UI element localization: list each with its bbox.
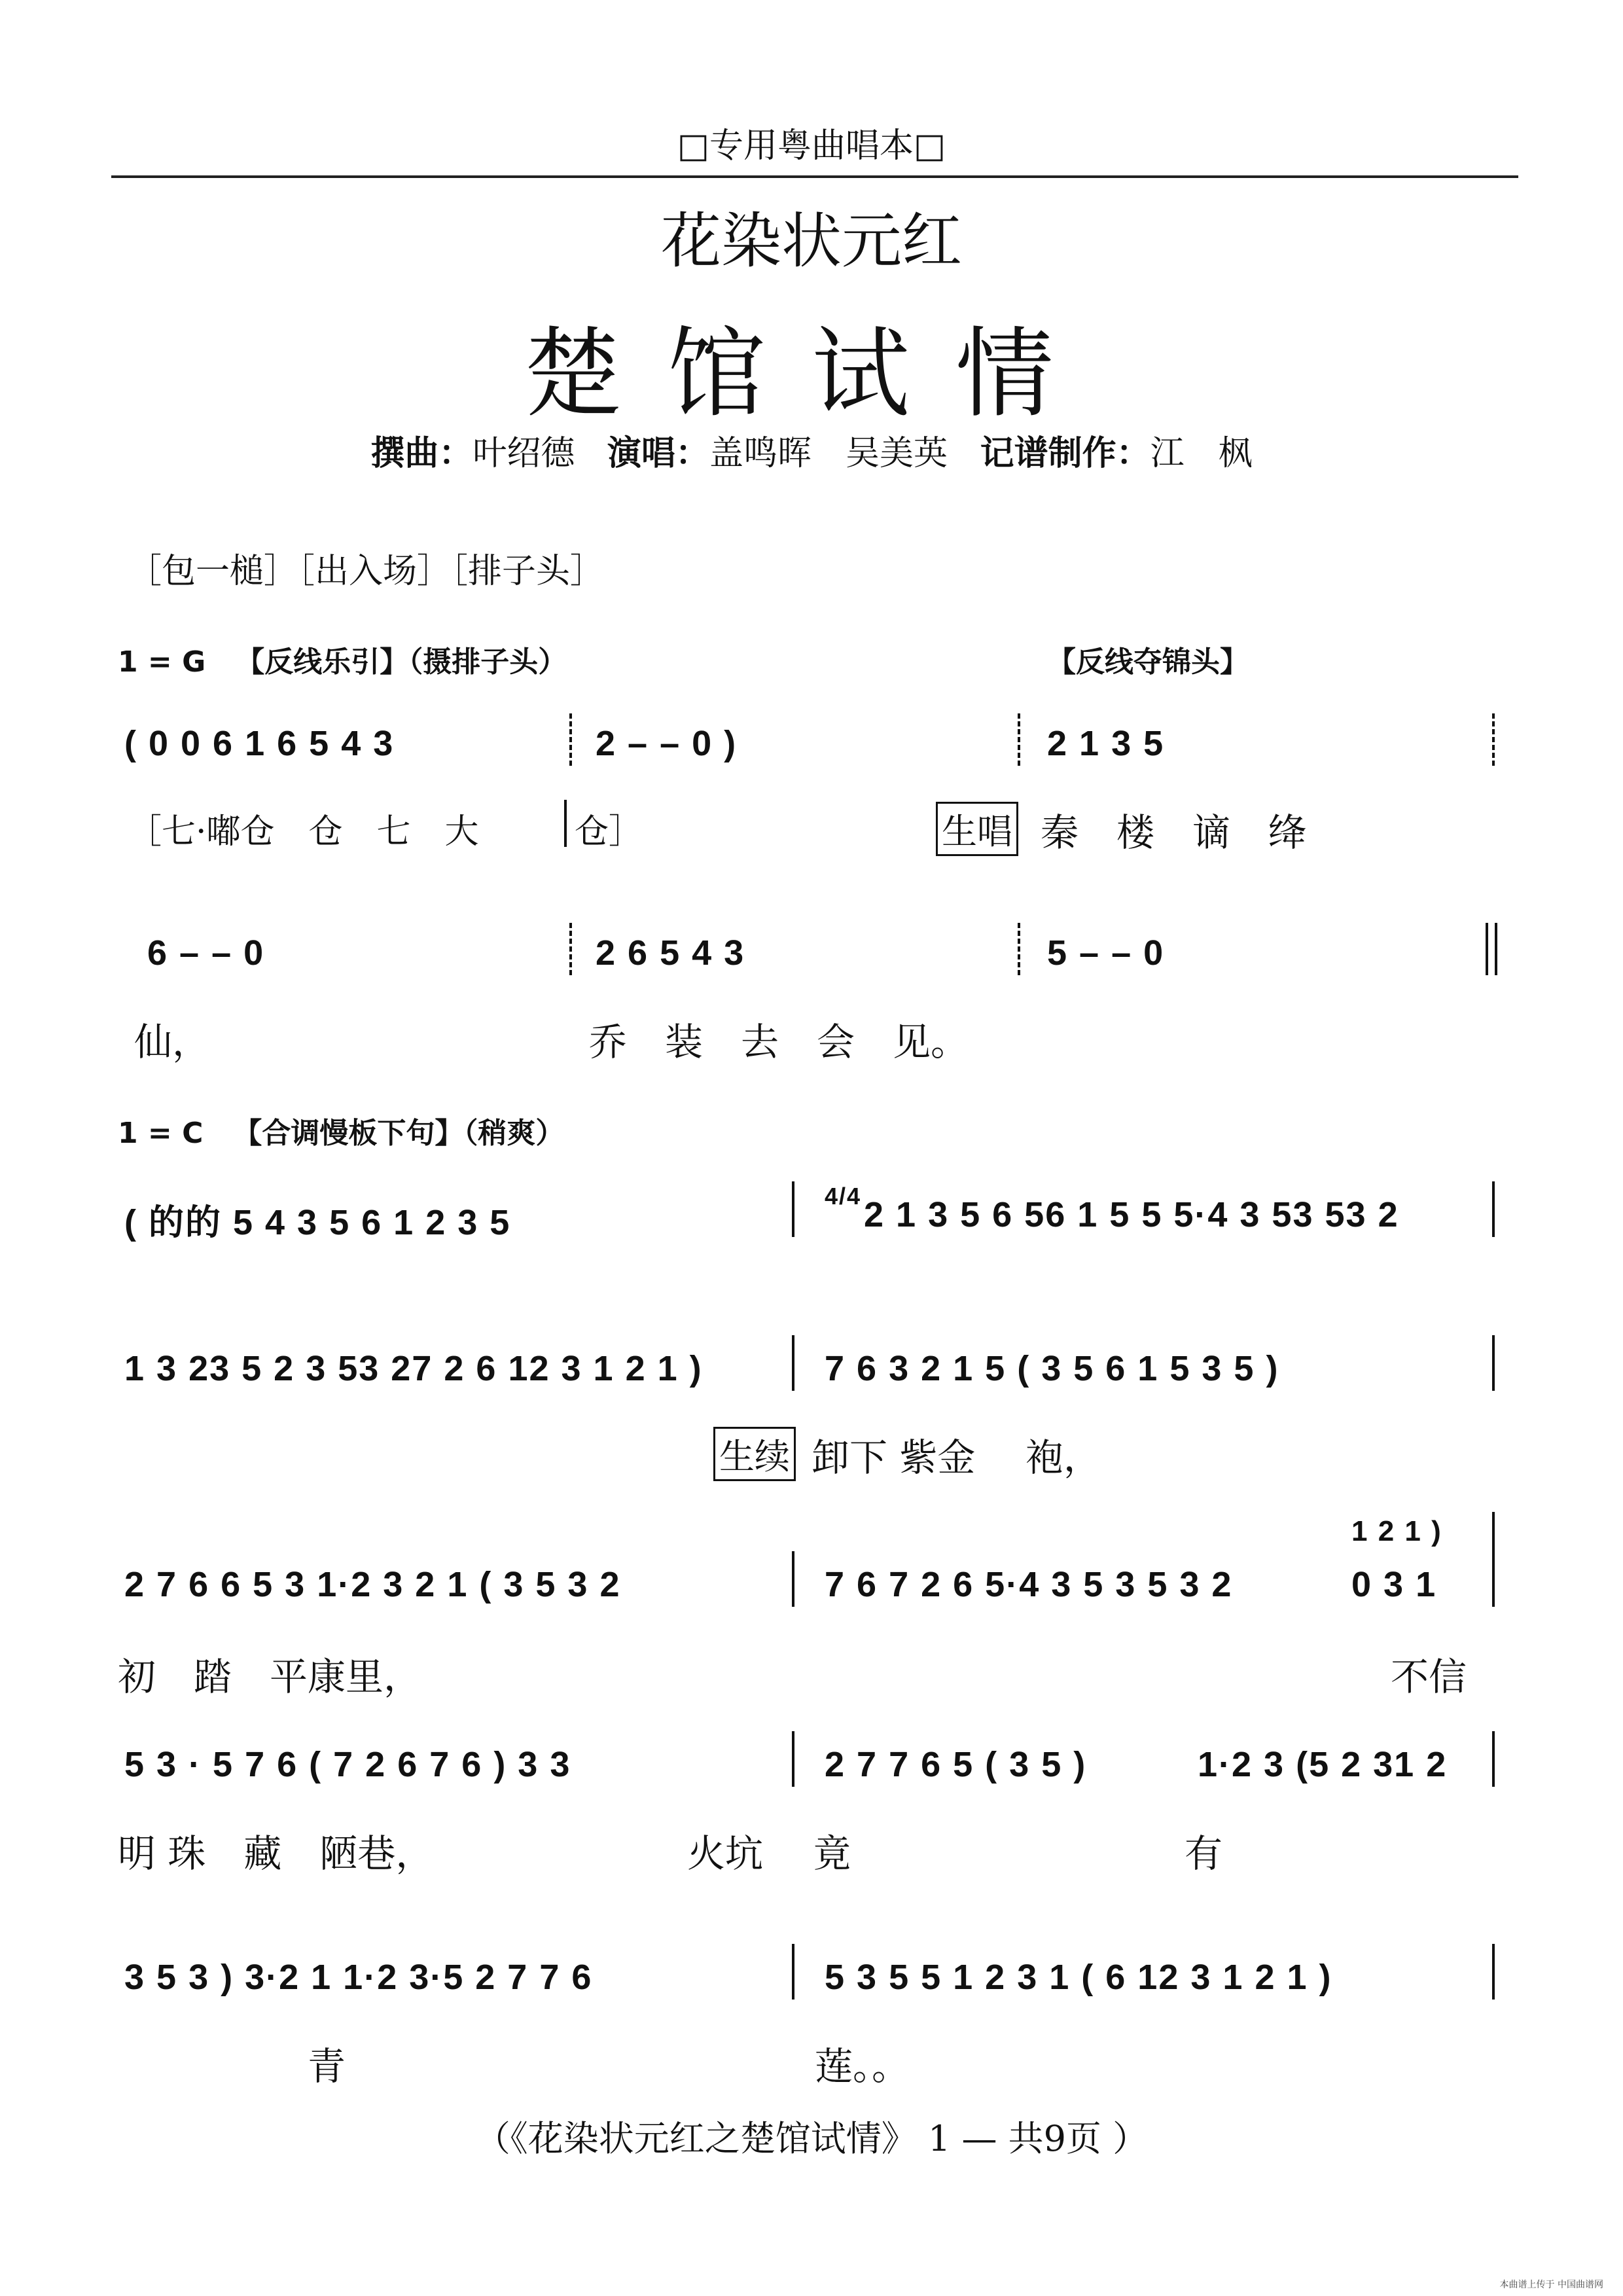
- notation-label: 记谱制作：: [980, 434, 1150, 473]
- row2-notes-b: 2 6 5 4 3: [596, 933, 745, 973]
- row7-lyric-b: 莲。。: [815, 2044, 910, 2089]
- barline: [1492, 1181, 1495, 1237]
- row3-notes-a: ( 的的 5 4 3 5 6 1 2 3 5: [124, 1203, 511, 1242]
- row1-percussion-end: 仓］: [575, 812, 643, 852]
- row6-notes-a: 5 3 · 5 7 6 ( 7 2 6 7 6 ) 3 3: [124, 1745, 571, 1784]
- barline: [569, 713, 572, 766]
- page-footer: （《花染状元红之楚馆试情》 1 — 共9页 ）: [474, 2118, 1149, 2159]
- role-tag-sheng-sings: 生唱: [936, 802, 1018, 856]
- site-watermark: 本曲谱上传于 中国曲谱网: [1499, 2280, 1603, 2290]
- row1-lyric: 秦 楼 谪 绛: [1041, 810, 1307, 855]
- opera-subtitle: 花染状元红: [660, 206, 962, 276]
- section2-key-line: [118, 1109, 564, 1151]
- row5-lyric-b: 不信: [1391, 1655, 1467, 1699]
- row3-notes-b: 2 1 3 5 6 56 1 5 5 5·4 3 53 53 2: [864, 1195, 1399, 1234]
- row6-notes-c: 1·2 3 (5 2 31 2: [1198, 1745, 1448, 1784]
- role-tag-sheng-continues: 生续: [713, 1427, 796, 1481]
- barline: [1492, 1335, 1495, 1391]
- row2-notes-a: 6 – – 0: [147, 933, 265, 973]
- barline: [792, 1551, 794, 1607]
- row1-percussion: ［七·嘟仓 仓 七 大: [128, 812, 479, 852]
- booklet-label: □专用粤曲唱本□: [677, 126, 946, 166]
- row2-lyric-b: 乔 装 去 会 见。: [589, 1020, 969, 1064]
- row4-notes-b: 7 6 3 2 1 5 ( 3 5 6 1 5 3 5 ): [825, 1349, 1279, 1388]
- row6-lyric-c: 有: [1185, 1831, 1223, 1876]
- row5-notes-c: 1 2 1 ): [1351, 1515, 1442, 1547]
- key-signature-c: 1 = C: [118, 1117, 204, 1150]
- time-signature: 4/4: [825, 1183, 862, 1210]
- header-rule: [111, 175, 1518, 178]
- row6-notes-b: 2 7 7 6 5 ( 3 5 ): [825, 1745, 1087, 1784]
- barline: [792, 1944, 794, 2000]
- row2-lyric-a: 仙，: [134, 1020, 211, 1064]
- credits-line: [0, 425, 1623, 475]
- row7-notes-a: 3 5 3 ) 3·2 1 1·2 3·5 2 7 7 6: [124, 1958, 593, 1997]
- row5-lyric-a: 初 踏 平康里，: [118, 1655, 422, 1699]
- notation-name: 江 枫: [1150, 434, 1253, 473]
- composer-name: 叶绍德: [473, 434, 575, 473]
- barline: [1492, 1512, 1495, 1607]
- row5-notes-a: 2 7 6 6 5 3 1·2 3 2 1 ( 3 5 3 2: [124, 1565, 621, 1604]
- barline: [569, 923, 572, 975]
- row5-notes-d: 0 3 1: [1351, 1565, 1437, 1604]
- row1-notes-b: 2 – – 0 ): [596, 724, 738, 763]
- barline: [792, 1335, 794, 1391]
- barline: [1492, 1731, 1495, 1787]
- singers-label: 演唱：: [607, 434, 709, 473]
- row2-notes-c: 5 – – 0: [1047, 933, 1165, 973]
- row1-notes-a: ( 0 0 6 1 6 5 4 3: [124, 724, 395, 763]
- barline: [1492, 713, 1495, 766]
- tune-name-heman: 【合调慢板下句】（稍爽）: [233, 1117, 565, 1150]
- tune-name-intro: 【反线乐引】（摄排子头）: [236, 645, 567, 679]
- barline: [792, 1731, 794, 1787]
- barline: [1492, 1944, 1495, 2000]
- percussion-intro: ［包一槌］［出入场］［排子头］: [128, 552, 605, 591]
- tune-name-duojintou: 【反线夺锦头】: [1047, 645, 1249, 679]
- row1-notes-c: 2 1 3 5: [1047, 724, 1165, 763]
- composer-label: 撰曲：: [370, 434, 473, 473]
- final-barline: [1486, 923, 1497, 975]
- barline: [1018, 923, 1020, 975]
- barline: [1018, 713, 1020, 766]
- piece-title: 楚馆试情: [523, 317, 1099, 431]
- row4-notes-a: 1 3 23 5 2 3 53 27 2 6 12 3 1 2 1 ): [124, 1349, 703, 1388]
- row6-lyric-a: 明 珠 藏 陋巷，: [118, 1831, 434, 1876]
- row6-lyric-b: 火坑 竟: [687, 1831, 851, 1876]
- row4-lyric: 卸下 紫金 袍，: [812, 1435, 1101, 1480]
- barline: [792, 1181, 794, 1237]
- row7-lyric-a: 青: [308, 2044, 346, 2089]
- singers-names: 盖鸣晖 吴美英: [709, 434, 948, 473]
- key-signature-g: 1 = G: [118, 645, 206, 679]
- row5-notes-b: 7 6 7 2 6 5·4 3 5 3 5 3 2: [825, 1565, 1233, 1604]
- barline: [564, 800, 567, 847]
- section1-key-line: [118, 638, 567, 680]
- row7-notes-b: 5 3 5 5 1 2 3 1 ( 6 12 3 1 2 1 ): [825, 1958, 1332, 1997]
